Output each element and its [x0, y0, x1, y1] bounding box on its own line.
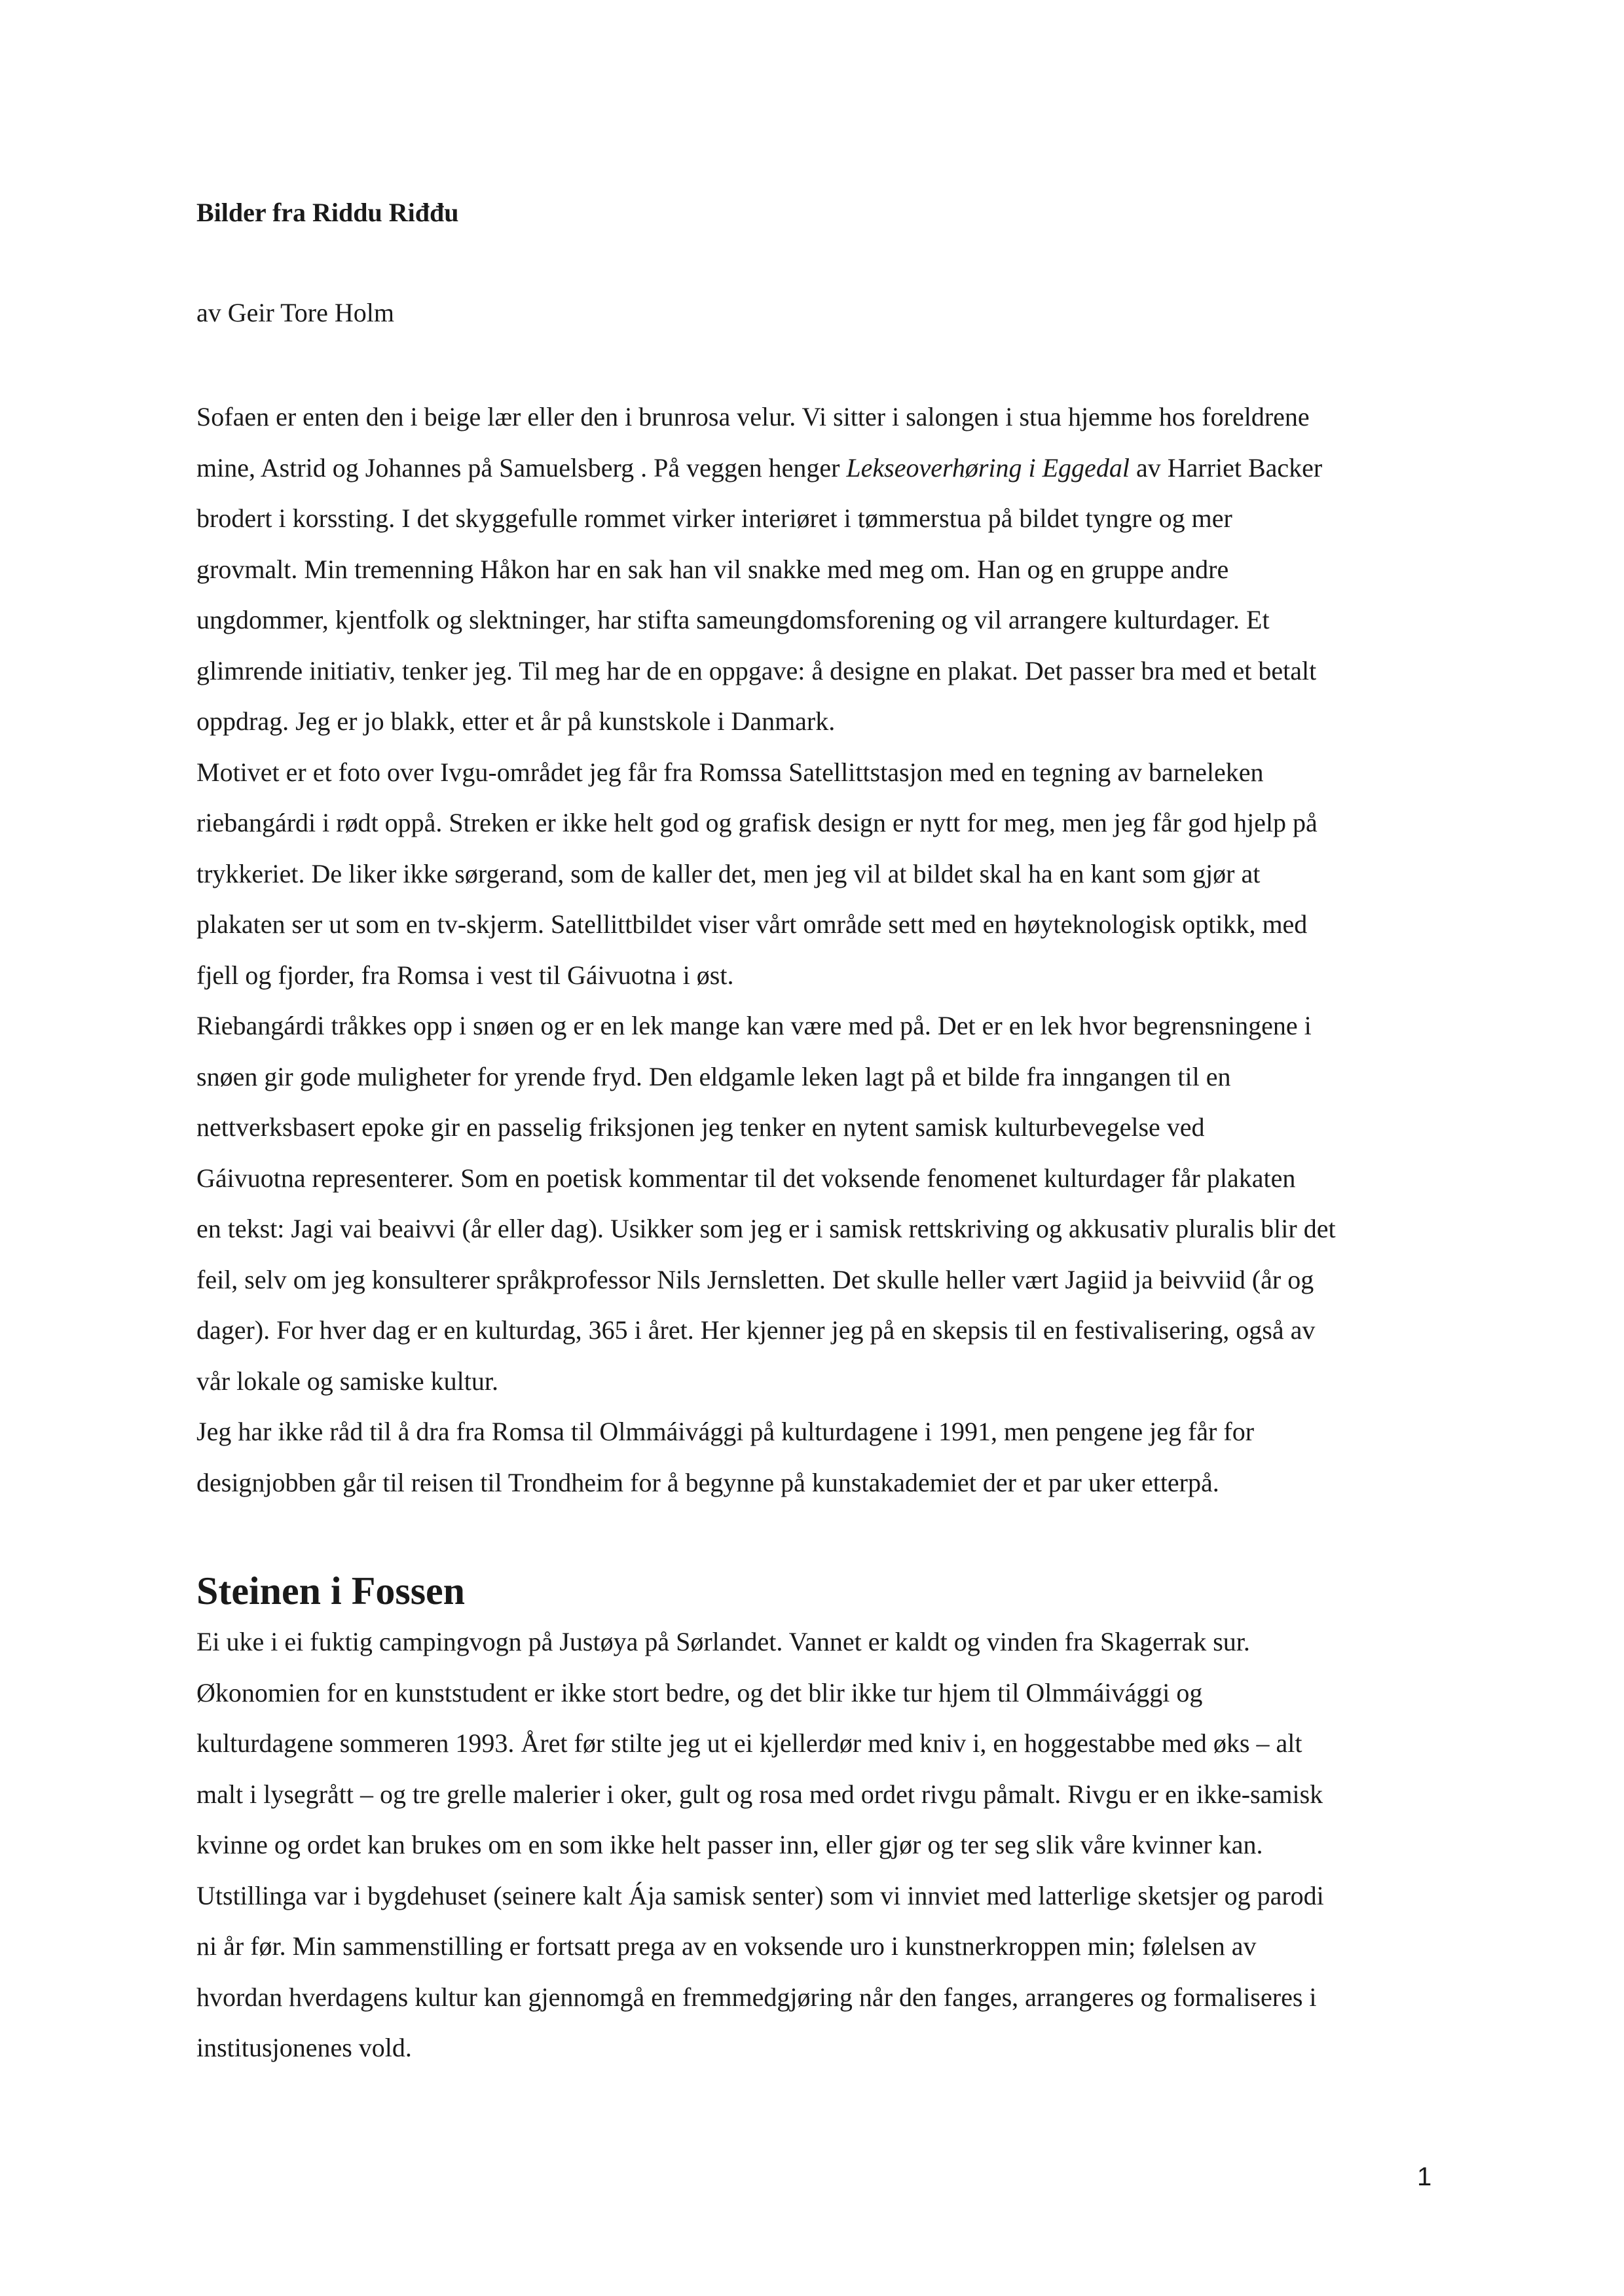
text-line: oppdrag. Jeg er jo blakk, etter et år på kunstskole i Danmark. — [196, 706, 836, 736]
text-line: riebangárdi i rødt oppå. Streken er ikke helt god og grafisk design er nytt for meg, men jeg får god hjelp på — [196, 808, 1318, 837]
paragraph — [196, 1000, 1441, 1406]
text-line: en tekst: Jagi vai beaivvi (år eller dag). Usikker som jeg er i samisk rettskriving og akkusativ pluralis blir det — [196, 1214, 1336, 1243]
section-1-body — [196, 392, 1441, 1508]
text-line: Riebangárdi tråkkes opp i snøen og er en lek mange kan være med på. Det er en lek hvor begrensningene i — [196, 1011, 1312, 1040]
text-line: Motivet er et foto over Ivgu-området jeg får fra Romssa Satellittstasjon med en tegning av barneleken — [196, 757, 1264, 787]
document-title: Bilder fra Riddu Riđđu — [196, 198, 459, 227]
text-line: Gáivuotna representerer. Som en poetisk kommentar til det voksende fenomenet kulturdager får plakaten — [196, 1163, 1296, 1193]
text-line: vår lokale og samiske kultur. — [196, 1366, 499, 1396]
text-line: glimrende initiativ, tenker jeg. Til meg har de en oppgave: å designe en plakat. Det passer bra med et betalt — [196, 655, 1317, 685]
text-line: fjell og fjorder, fra Romsa i vest til Gáivuotna i øst. — [196, 960, 734, 990]
text-line: dager). For hver dag er en kulturdag, 365 i året. Her kjenner jeg på en skepsis til en festivalisering, også av — [196, 1315, 1316, 1345]
text-line: hvordan hverdagens kultur kan gjennomgå en fremmedgjøring når den fanges, arrangeres og formaliseres i — [196, 1982, 1317, 2012]
text-line: feil, selv om jeg konsulterer språkprofessor Nils Jernsletten. Det skulle heller vært Jagiid ja beivviid (år og — [196, 1264, 1314, 1294]
text-line: plakaten ser ut som en tv-skjerm. Satellittbildet viser vårt område sett med en høyteknologisk optikk, med — [196, 909, 1308, 939]
text-line: Sofaen er enten den i beige lær eller den i brunrosa velur. Vi sitter i salongen i stua hjemme hos foreldrene — [196, 402, 1310, 431]
text-line: mine, Astrid og Johannes på Samuelsberg . På veggen henger Lekseoverhøring i Eggedal av Harriet Backer — [196, 452, 1323, 483]
page-number: 1 — [1417, 2162, 1432, 2191]
section-2-body — [196, 1616, 1441, 2073]
text-line: Jeg har ikke råd til å dra fra Romsa til Olmmáivággi på kulturdagene i 1991, men pengene jeg får for — [196, 1417, 1255, 1446]
paragraph — [196, 392, 1441, 747]
text-line: brodert i korssting. I det skyggefulle rommet virker interiøret i tømmerstua på bildet tyngre og mer — [196, 503, 1232, 533]
artwork-title: Lekseoverhøring i Eggedal — [846, 452, 1130, 483]
text-line: kulturdagene sommeren 1993. Året før stilte jeg ut ei kjellerdør med kniv i, en hoggestabbe med øks – alt — [196, 1728, 1302, 1758]
section-2-heading: Steinen i Fossen — [196, 1569, 466, 1613]
text-line: grovmalt. Min tremenning Håkon har en sak han vil snakke med meg om. Han og en gruppe andre — [196, 554, 1229, 584]
text-line: nettverksbasert epoke gir en passelig friksjonen jeg tenker en nytent samisk kulturbevegelse ved — [196, 1112, 1205, 1142]
author-byline: av Geir Tore Holm — [196, 298, 394, 327]
paragraph — [196, 747, 1441, 1001]
paragraph — [196, 1406, 1441, 1508]
text-line: kvinne og ordet kan brukes om en som ikke helt passer inn, eller gjør og ter seg slik våre kvinner kan. — [196, 1830, 1263, 1859]
text-line: Ei uke i ei fuktig campingvogn på Justøya på Sørlandet. Vannet er kaldt og vinden fra Skagerrak sur. — [196, 1627, 1250, 1656]
text-line: Utstillinga var i bygdehuset (seinere kalt Ája samisk senter) som vi innviet med latterlige sketsjer og parodi — [196, 1880, 1324, 1910]
paragraph — [196, 1616, 1441, 2073]
text-line: Økonomien for en kunststudent er ikke stort bedre, og det blir ikke tur hjem til Olmmáivággi og — [196, 1677, 1203, 1707]
text-line: designjobben går til reisen til Trondheim for å begynne på kunstakademiet der et par uker etterpå. — [196, 1467, 1219, 1497]
text-line: malt i lysegrått – og tre grelle malerier i oker, gult og rosa med ordet rivgu påmalt. Rivgu er en ikke-samisk — [196, 1779, 1323, 1809]
text-line: ni år før. Min sammenstilling er fortsatt prega av en voksende uro i kunstnerkroppen min; følelsen av — [196, 1931, 1257, 1961]
text-line: trykkeriet. De liker ikke sørgerand, som de kaller det, men jeg vil at bildet skal ha en kant som gjør at — [196, 858, 1261, 888]
text-line: ungdommer, kjentfolk og slektninger, har stifta sameungdomsforening og vil arrangere kulturdager. Et — [196, 605, 1270, 634]
text-line: snøen gir gode muligheter for yrende fryd. Den eldgamle leken lagt på et bilde fra inngangen til en — [196, 1061, 1231, 1091]
text-line: institusjonenes vold. — [196, 2033, 412, 2062]
